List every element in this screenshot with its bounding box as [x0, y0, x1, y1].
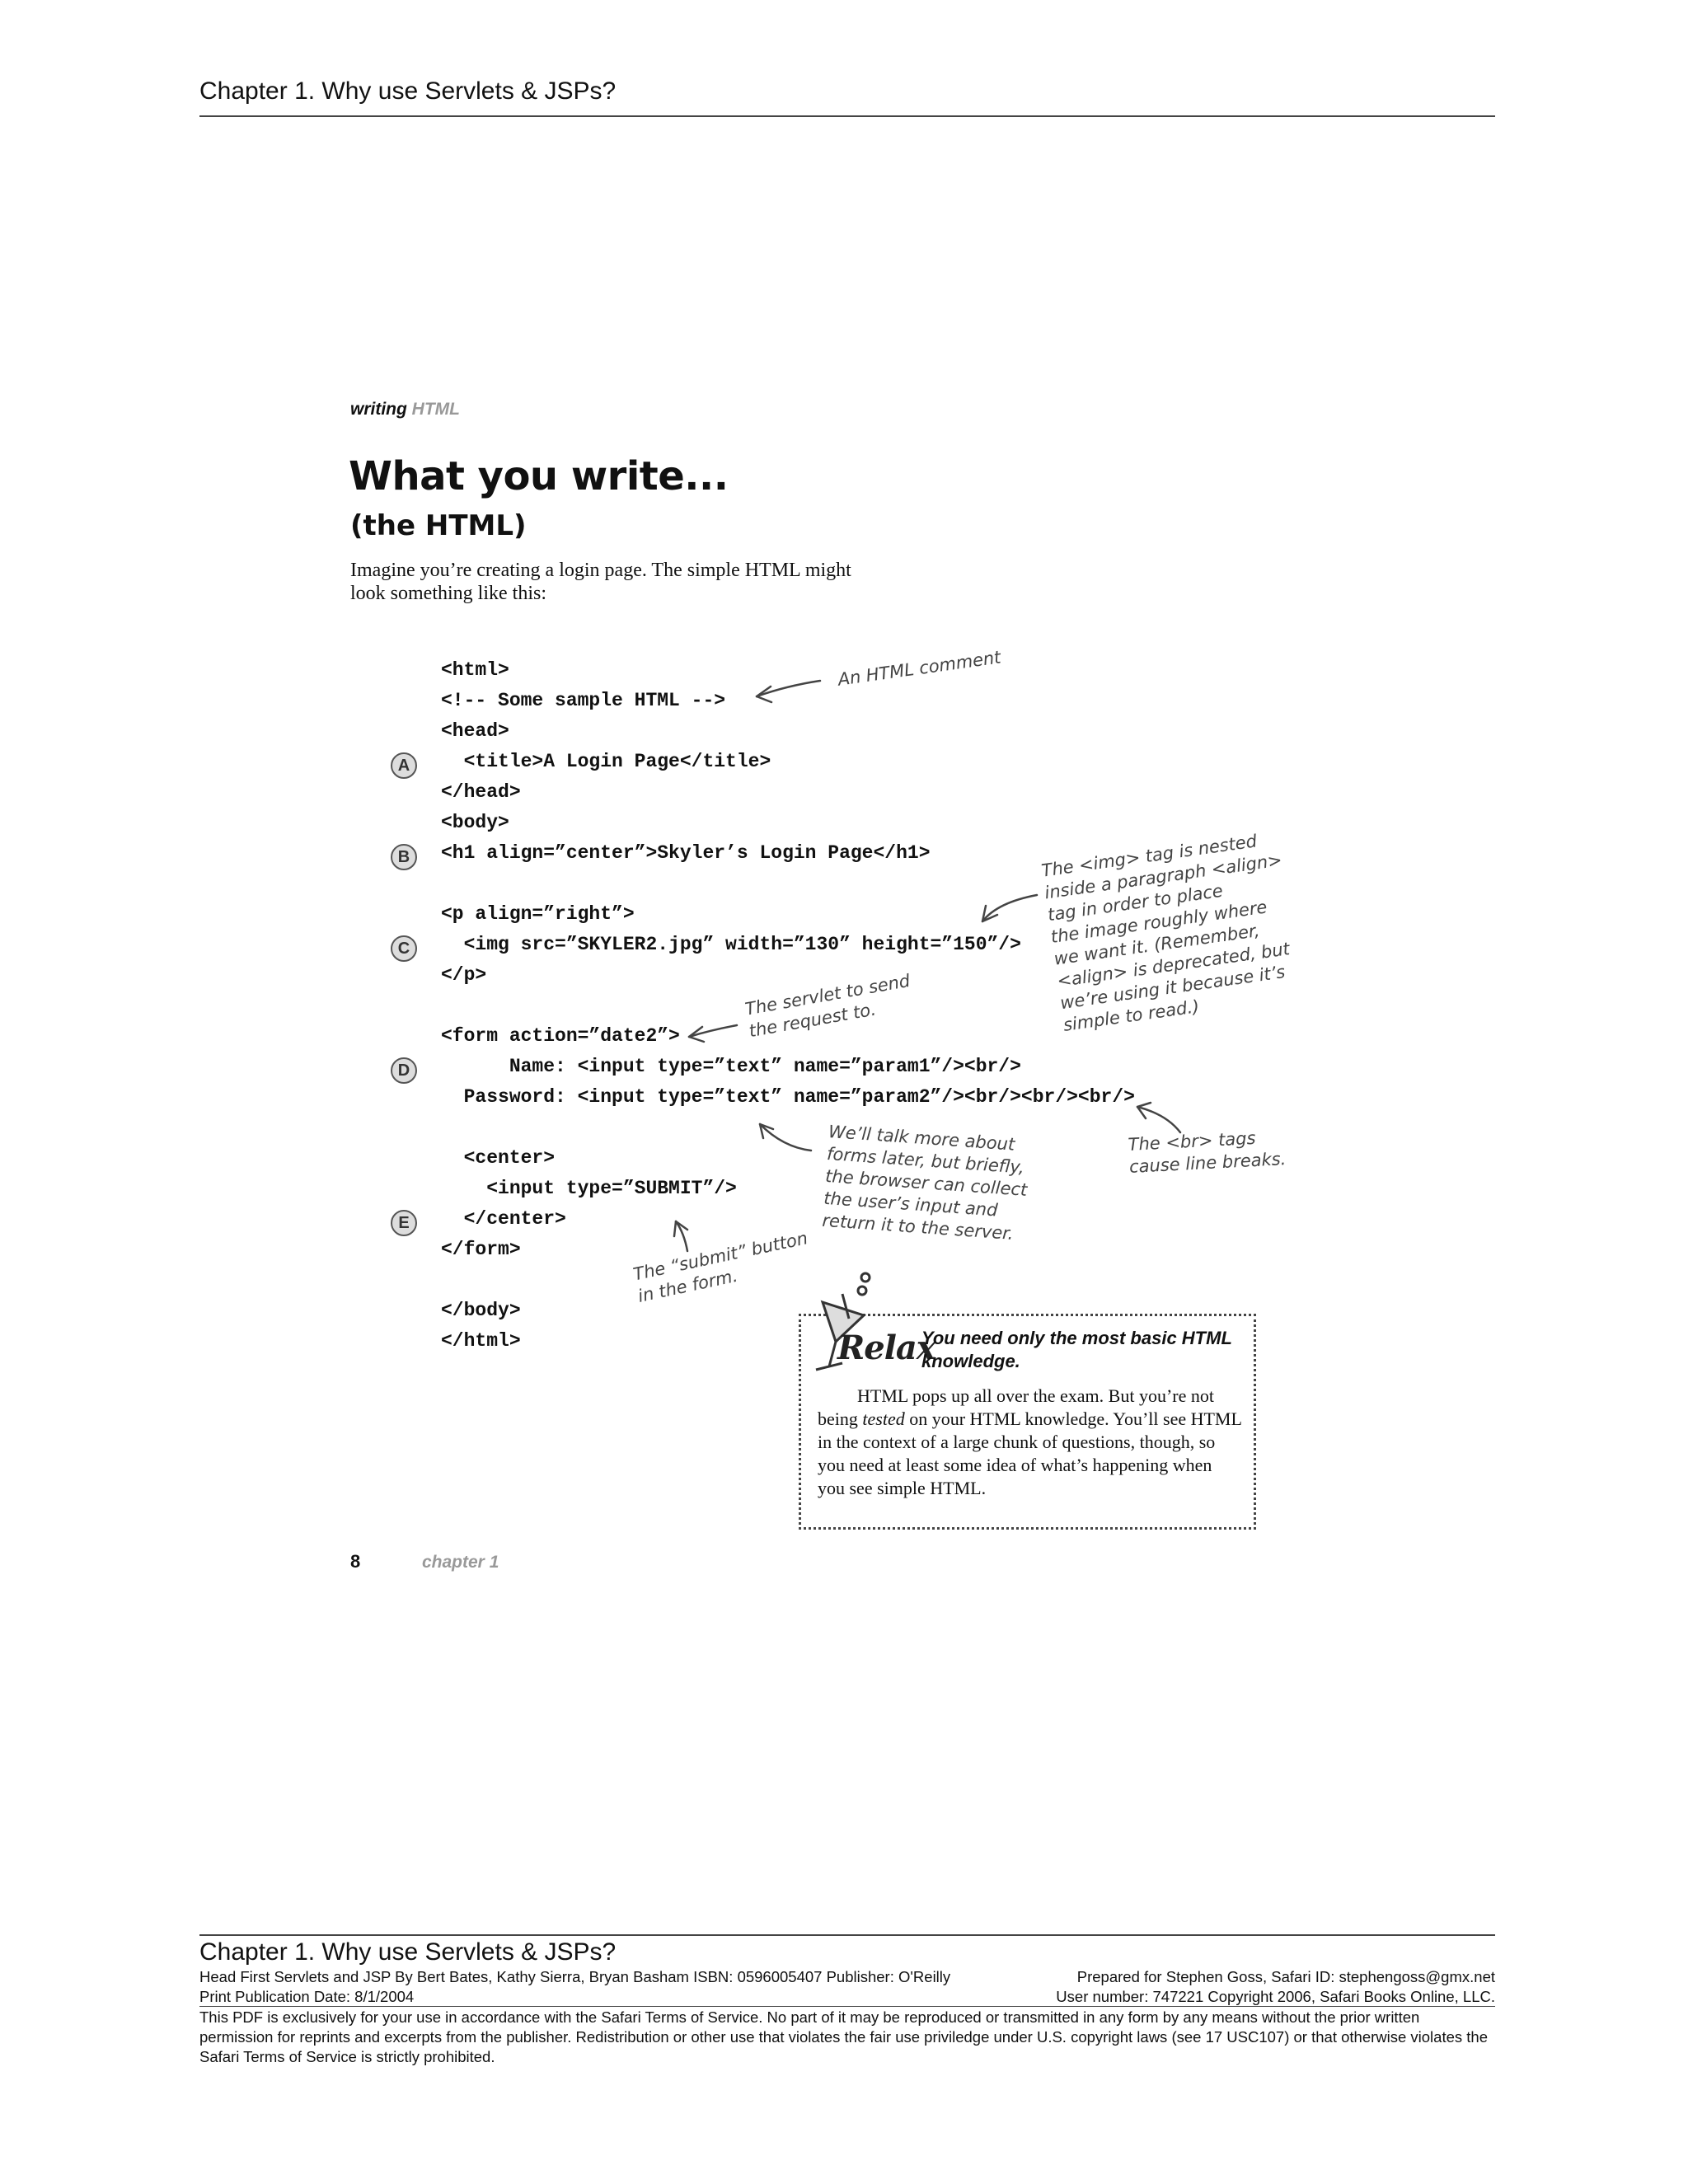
code-line: <input type=”SUBMIT”/>: [441, 1178, 737, 1199]
footer-book-info: Head First Servlets and JSP By Bert Bates, Kathy Sierra, Bryan Basham ISBN: 0596005407 Publisher: O'Reilly: [199, 1968, 951, 1985]
code-line: <html>: [441, 659, 509, 681]
marker-d: D: [391, 1057, 417, 1084]
marker-e: E: [391, 1210, 417, 1236]
relax-body: [818, 1385, 1243, 1500]
relax-body-end: on your HTML knowledge. You’ll see HTML in the context of a large chunk of questions, though, so you need at least some idea of what’s happening when you see simple HTML.: [818, 1408, 1242, 1498]
arrow-br: [1137, 1107, 1180, 1132]
code-line: <p align=”right”>: [441, 903, 635, 925]
annotation-servlet: The servlet to send the request to.: [743, 970, 912, 1042]
code-line: <form action=”date2”>: [441, 1025, 680, 1047]
annotation-img-tag: The <img> tag is nested inside a paragraph <align> tag in order to place the image roughly where we want it. (Remember, <align> is deprecated, but we’re using it because it’s simple to read.): [1040, 831, 1292, 1035]
annotation-br-tags: The <br> tags cause line breaks.: [1128, 1127, 1287, 1177]
footer-prepared-for: Prepared for Stephen Goss, Safari ID: stephengoss@gmx.net: [1076, 1968, 1495, 1985]
page-subtitle: (the HTML): [350, 509, 527, 542]
code-line: Name: <input type=”text” name=”param1”/><br/>: [441, 1056, 1021, 1077]
section-tag-grey: HTML: [411, 400, 460, 419]
code-line: </p>: [441, 964, 487, 986]
marker-a: A: [391, 752, 417, 779]
intro-paragraph: Imagine you’re creating a login page. The simple HTML might look something like this:: [350, 560, 851, 604]
chapter-label: chapter 1: [422, 1553, 499, 1572]
code-line: </body>: [441, 1300, 521, 1321]
code-line: <img src=”SKYLER2.jpg” width=”130” height=”150”/>: [441, 934, 1021, 955]
relax-logo: Relax: [837, 1329, 935, 1367]
footer-publication-date: Print Publication Date: 8/1/2004: [199, 1988, 415, 2005]
code-line: </head>: [441, 781, 521, 803]
page-number: 8: [350, 1551, 361, 1572]
running-header-title: Chapter 1. Why use Servlets & JSPs?: [199, 77, 617, 105]
footer-mid-rule: [199, 2006, 1495, 2007]
code-line: <head>: [441, 720, 509, 742]
code-line: </form>: [441, 1239, 521, 1260]
relax-heading: You need only the most basic HTML knowledge.: [921, 1328, 1232, 1371]
code-line: Password: <input type=”text” name=”param2”/><br/><br/><br/>: [441, 1086, 1135, 1108]
footer-user-number: User number: 747221 Copyright 2006, Safari Books Online, LLC.: [1056, 1988, 1495, 2005]
footer-top-rule: [199, 1934, 1495, 1936]
footer-legal-notice: This PDF is exclusively for your use in accordance with the Safari Terms of Service. No part of it may be reproduced or transmitted in any form by any means without the prior written permission for reprints and excerpts from the publisher. Redistribution or other use that violates the fair use priviledge under U.S. copyright laws (see 17 USC107) or that otherwise violates the Safari Terms of Service is strictly prohibited.: [199, 2008, 1488, 2065]
marker-c: C: [391, 935, 417, 962]
code-line: <body>: [441, 812, 509, 833]
relax-body-emphasis: tested: [862, 1408, 905, 1429]
annotation-submit-button: The “submit” button in the form.: [631, 1228, 810, 1306]
code-line: <h1 align=”center”>Skyler’s Login Page</h1>: [441, 842, 931, 864]
footer-chapter-title: Chapter 1. Why use Servlets & JSPs?: [199, 1938, 617, 1966]
annotation-html-comment: An HTML comment: [837, 647, 1002, 690]
code-line: </center>: [441, 1208, 566, 1230]
code-line: </html>: [441, 1330, 521, 1352]
code-line: <!-- Some sample HTML -->: [441, 690, 726, 711]
relax-body-start: HTML pops up all over the exam. But you’re not being: [818, 1385, 1214, 1429]
annotation-forms: We’ll talk more about forms later, but briefly, the browser can collect the user’s input and return it to the server.: [821, 1121, 1029, 1244]
marker-b: B: [391, 844, 417, 870]
page-title: What you write...: [349, 453, 729, 499]
code-line: <title>A Login Page</title>: [441, 751, 771, 772]
code-line: <center>: [441, 1147, 556, 1169]
section-tag-bold: writing: [350, 400, 407, 419]
